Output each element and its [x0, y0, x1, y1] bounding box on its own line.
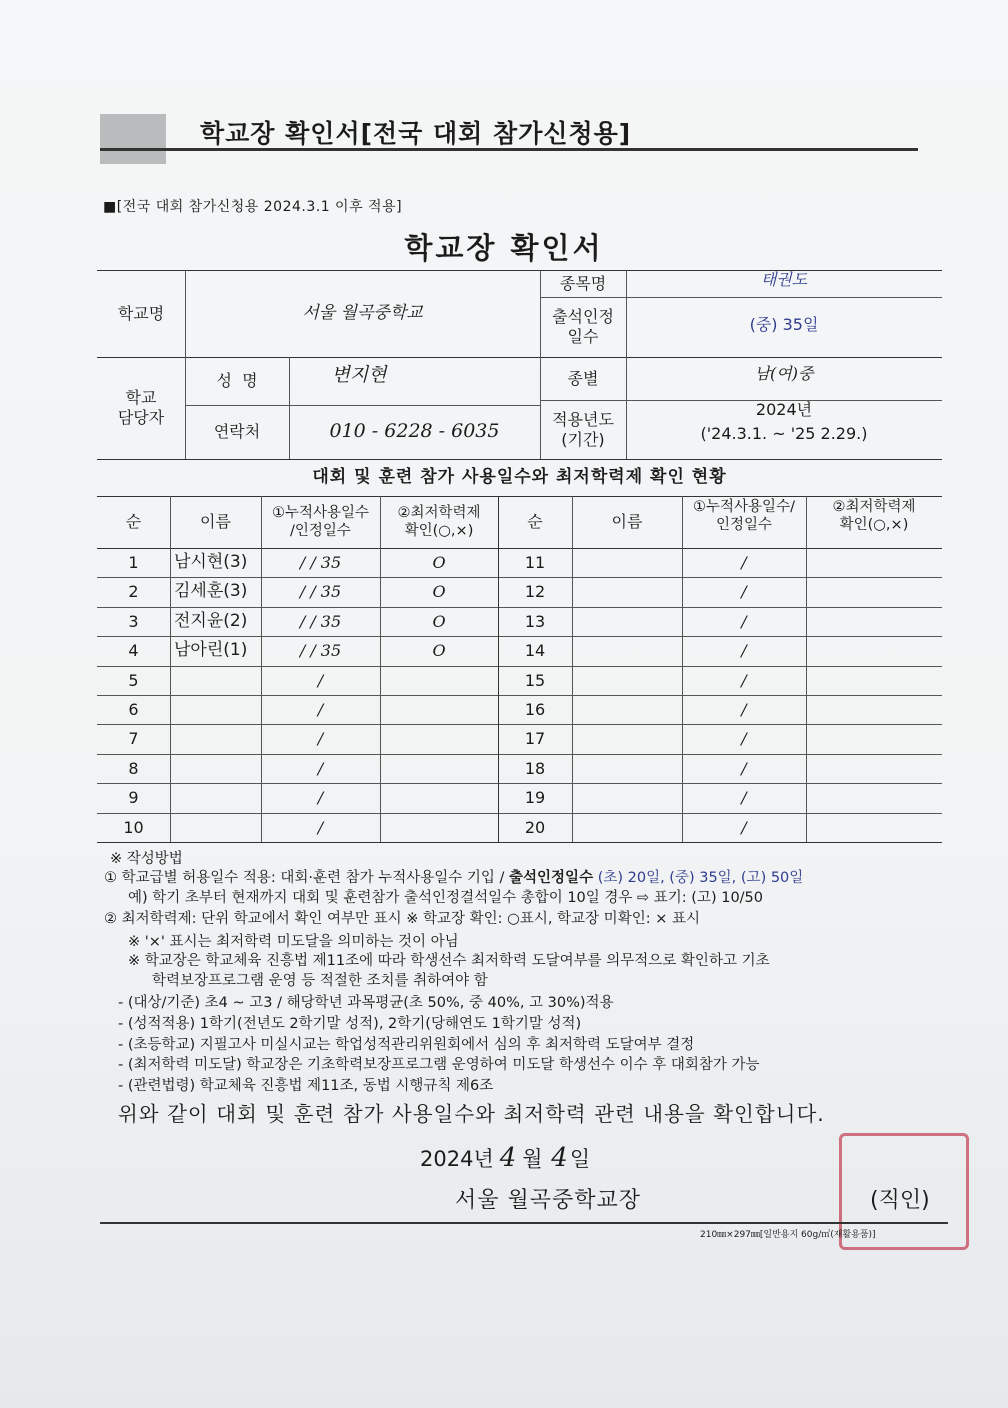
left-row-8-name: [170, 754, 261, 783]
name-label: 성 명: [216, 371, 258, 390]
left-row-7-days: /: [317, 728, 324, 748]
principal-name: 서울 월곡중학교장: [455, 1188, 642, 1213]
right-row-19-num: 19: [524, 787, 546, 807]
left-row-4-name: 남아린(1): [174, 639, 248, 660]
phone-label: 연락처: [213, 422, 261, 441]
left-row-10-days: /: [317, 817, 324, 837]
right-row-16-num: 16: [524, 699, 546, 719]
left-row-10-num: 10: [123, 817, 144, 837]
left-row-6-num: 6: [128, 699, 139, 719]
header-check-left: ②최저학력제 확인(○,×): [397, 504, 481, 539]
header-num-left: 순: [125, 512, 142, 531]
left-row-3-days: / / 35: [299, 611, 342, 631]
right-row-16-check: [806, 695, 942, 724]
right-row-13-days: /: [741, 611, 747, 631]
left-row-5-check: [380, 666, 498, 695]
left-row-1-check: O: [432, 552, 446, 572]
right-row-17-check: [806, 724, 942, 753]
section-title: 대회 및 훈련 참가 사용일수와 최저학력제 확인 현황: [312, 466, 727, 487]
left-row-6-name: [170, 695, 261, 724]
left-row-2-check: O: [432, 581, 446, 601]
contact-person-label: 학교 담당자: [117, 388, 165, 427]
note-4b: 학력보장프로그램 운영 등 적절한 조치를 취하여야 함: [152, 973, 488, 989]
left-row-9-name: [170, 783, 261, 812]
right-row-12-num: 12: [524, 581, 546, 601]
right-row-18-name: [572, 754, 682, 783]
note-6: - (성적적용) 1학기(전년도 2학기말 성적), 2학기(당해연도 1학기말 성적): [118, 1016, 582, 1032]
right-row-15-name: [572, 666, 682, 695]
year-value: 2024년: [755, 400, 813, 419]
event-value: 태권도: [760, 269, 808, 289]
left-row-2-days: / / 35: [299, 581, 342, 601]
right-row-20-check: [806, 813, 942, 842]
header-name-right: 이름: [611, 512, 643, 531]
note-1-text: ① 학교급별 허용일수 적용: 대회·훈련 참가 누적사용일수 기입 /: [104, 870, 505, 886]
period-value: ('24.3.1. ~ '25 2.29.): [700, 424, 868, 443]
right-row-14-num: 14: [524, 640, 546, 660]
header-title: 학교장 확인서[전국 대회 참가신청용]: [200, 119, 632, 148]
left-row-8-check: [380, 754, 498, 783]
left-row-7-name: [170, 724, 261, 753]
date-day: 4: [551, 1143, 568, 1173]
right-row-13-check: [806, 607, 942, 636]
right-row-14-days: /: [741, 640, 747, 660]
right-row-18-days: /: [741, 758, 747, 778]
right-row-13-num: 13: [524, 611, 546, 631]
left-row-2-num: 2: [128, 581, 139, 601]
gender-label: 종별: [567, 368, 599, 388]
left-row-3-num: 3: [128, 611, 139, 631]
left-row-8-num: 8: [128, 758, 139, 778]
header-name-left: 이름: [200, 512, 231, 531]
gender-value: 남(여)중: [754, 363, 814, 383]
right-row-15-check: [806, 666, 942, 695]
paper-spec-footnote: 210㎜×297㎜[일반용지 60g/㎡(재활용품)]: [700, 1230, 876, 1240]
seal-label: (직인): [870, 1188, 930, 1213]
left-row-1-name: 남시현(3): [174, 551, 248, 572]
note-4a: ※ 학교장은 학교체육 진흥법 제11조에 따라 학생선수 최저학력 도달여부를 의무적으로 확인하고 기초: [128, 953, 770, 969]
right-row-18-num: 18: [524, 758, 546, 778]
right-row-11-check: [806, 548, 942, 577]
school-value: 서울 월곡중학교: [302, 302, 423, 323]
school-label: 학교명: [117, 303, 165, 323]
right-row-14-name: [572, 636, 682, 665]
left-row-3-name: 전지윤(2): [174, 610, 248, 631]
right-row-12-days: /: [741, 581, 747, 601]
note-2: ② 최저학력제: 단위 학교에서 확인 여부만 표시 ※ 학교장 확인: ○표시, 학교장 미확인: × 표시: [104, 911, 700, 927]
left-row-4-check: O: [432, 640, 446, 660]
left-row-10-name: [170, 813, 261, 842]
right-row-11-days: /: [741, 552, 747, 572]
right-row-19-days: /: [741, 787, 747, 807]
left-row-5-days: /: [317, 670, 324, 690]
left-row-4-days: / / 35: [299, 640, 342, 660]
document-title: 학교장 확인서: [404, 231, 604, 265]
right-row-17-num: 17: [524, 728, 546, 748]
attendance-value: (중) 35일: [749, 314, 819, 334]
left-row-4-num: 4: [128, 640, 139, 660]
header-divider: [100, 148, 918, 151]
note-5: - (대상/기준) 초4 ~ 고3 / 해당학년 과목평균(초 50%, 중 40%, 고 30%)적용: [118, 995, 614, 1011]
phone-value: 010 - 6228 - 6035: [329, 420, 500, 443]
notes-heading: ※ 작성방법: [110, 851, 183, 867]
note-8: - (최저학력 미도달) 학교장은 기초학력보장프로그램 운영하여 미도달 학생선수 이수 후 대회참가 가능: [118, 1057, 760, 1073]
right-row-13-name: [572, 607, 682, 636]
left-row-5-name: [170, 666, 261, 695]
header-days-left: ①누적사용일수 /인정일수: [271, 504, 370, 539]
right-row-15-days: /: [741, 670, 747, 690]
left-row-1-num: 1: [128, 552, 139, 572]
header-days-right: ①누적사용일수/ 인정일수: [693, 498, 795, 533]
right-row-20-num: 20: [524, 817, 546, 837]
note-1: [104, 866, 803, 887]
right-row-20-name: [572, 813, 682, 842]
note-9: - (관련법령) 학교체육 진흥법 제11조, 동법 시행규칙 제6조: [118, 1078, 494, 1094]
year-label: 적용년도 (기간): [552, 409, 614, 449]
note-1-bold: 출석인정일수: [509, 870, 594, 886]
right-row-15-num: 15: [524, 670, 546, 690]
event-label: 종목명: [559, 273, 607, 293]
note-1-blue: (초) 20일, (중) 35일, (고) 50일: [597, 870, 804, 886]
note-7: - (초등학교) 지필고사 미실시교는 학업성적관리위원회에서 심의 후 최저학력 도달여부 결정: [118, 1037, 695, 1053]
right-row-11-num: 11: [524, 552, 546, 572]
date-day-label: 일: [569, 1147, 591, 1171]
date-month-label: 월: [522, 1147, 543, 1171]
right-row-12-check: [806, 577, 942, 606]
left-row-7-check: [380, 724, 498, 753]
right-row-16-name: [572, 695, 682, 724]
note-1-example: 예) 학기 초부터 현재까지 대회 및 훈련참가 출석인정결석일수 총합이 10일 경우 ⇨ 표기: (고) 10/50: [128, 890, 764, 906]
left-row-9-check: [380, 783, 498, 812]
left-row-5-num: 5: [128, 670, 139, 690]
note-3: ※ '×' 표시는 최저학력 미도달을 의미하는 것이 아님: [128, 934, 459, 950]
left-row-8-days: /: [317, 758, 324, 778]
confirmation-text: 위와 같이 대회 및 훈련 참가 사용일수와 최저학력 관련 내용을 확인합니다.: [118, 1102, 825, 1126]
date-month: 4: [499, 1143, 517, 1173]
right-row-11-name: [572, 548, 682, 577]
left-row-6-days: /: [317, 699, 324, 719]
left-row-6-check: [380, 695, 498, 724]
left-row-3-check: O: [432, 611, 446, 631]
right-row-19-name: [572, 783, 682, 812]
left-row-7-num: 7: [128, 728, 139, 748]
issue-date: [420, 1143, 590, 1173]
header-check-right: ②최저학력제 확인(○,×): [832, 498, 916, 533]
date-year: 2024년: [420, 1147, 494, 1171]
right-row-14-check: [806, 636, 942, 665]
left-row-9-days: /: [317, 787, 324, 807]
left-row-1-days: / / 35: [299, 552, 342, 572]
right-row-17-name: [572, 724, 682, 753]
left-row-2-name: 김세훈(3): [174, 580, 248, 601]
right-row-16-days: /: [741, 699, 747, 719]
left-row-10-check: [380, 813, 498, 842]
header-gray-block: [100, 114, 166, 164]
left-row-9-num: 9: [128, 787, 139, 807]
right-row-12-name: [572, 577, 682, 606]
right-row-19-check: [806, 783, 942, 812]
name-value: 변지현: [331, 364, 387, 387]
right-row-17-days: /: [741, 728, 747, 748]
attendance-label: 출석인정 일수: [552, 307, 614, 346]
right-row-20-days: /: [741, 817, 747, 837]
form-subtitle: ■[전국 대회 참가신청용 2024.3.1 이후 적용]: [103, 199, 403, 215]
header-num-right: 순: [527, 512, 543, 531]
right-row-18-check: [806, 754, 942, 783]
footer-divider: [100, 1222, 948, 1224]
